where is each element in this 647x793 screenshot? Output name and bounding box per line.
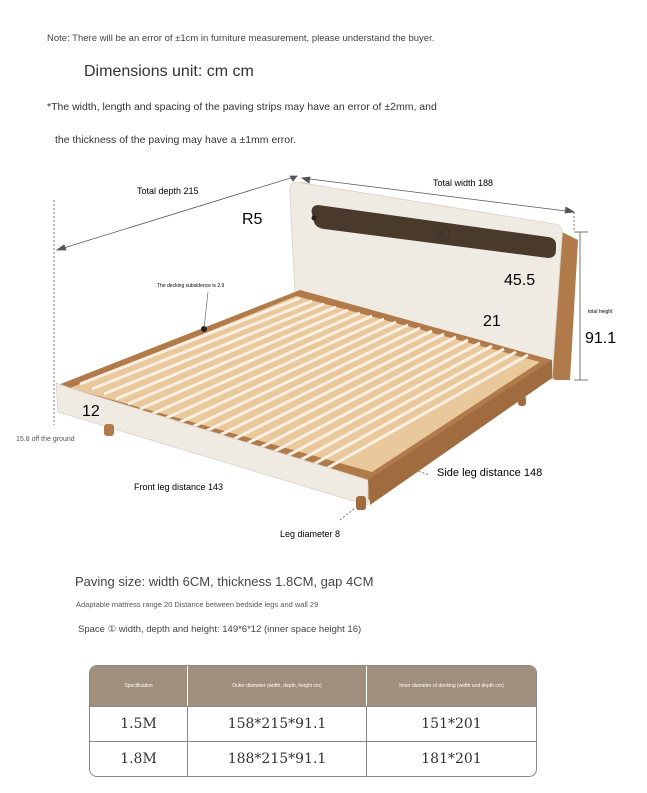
error-note-line-1: *The width, length and spacing of the paving strips may have an error of ±2mm, and bbox=[47, 101, 437, 113]
error-note-line-2: the thickness of the paving may have a ±1mm error. bbox=[55, 134, 296, 146]
front-right-leg bbox=[356, 496, 366, 510]
front-leg-distance-label: Front leg distance 143 bbox=[134, 482, 224, 492]
ground-clearance-label: 15.8 off the ground bbox=[16, 436, 75, 443]
table-header: Outer diameter (width, depth, height cm) bbox=[188, 666, 367, 706]
dimensions-title: Dimensions unit: cm cm bbox=[84, 63, 254, 80]
table-header: Inner diameter of decking (width and depth cm) bbox=[367, 666, 536, 706]
table-cell: 151*201 bbox=[367, 706, 536, 741]
leg-diameter-guide bbox=[340, 508, 355, 520]
total-width-label: Total width 188 bbox=[433, 178, 494, 188]
radius-label: R5 bbox=[242, 211, 263, 228]
back-right-leg bbox=[518, 396, 526, 406]
gap-height-label: 21 bbox=[483, 313, 501, 330]
table-cell: 188*215*91.1 bbox=[188, 741, 367, 776]
total-depth-label: Total depth 215 bbox=[137, 186, 199, 196]
depth-arrow-left bbox=[57, 245, 66, 250]
table-header: Specification bbox=[90, 666, 188, 706]
frame-height-label: 12 bbox=[82, 403, 100, 420]
spec-table bbox=[89, 665, 537, 777]
table-row bbox=[90, 706, 536, 741]
front-left-leg bbox=[104, 424, 114, 436]
table-cell: 1.8M bbox=[90, 741, 188, 776]
table-cell: 1.5M bbox=[90, 706, 188, 741]
total-height-value: 91.1 bbox=[585, 330, 617, 347]
mattress-range: Adaptable mattress range 20 Distance between bedside legs and wall 29 bbox=[76, 600, 319, 609]
side-leg-distance-label: Side leg distance 148 bbox=[437, 467, 543, 479]
space-dimensions: Space ① width, depth and height: 149*6*12 (inner space height 16) bbox=[78, 624, 362, 635]
bed-dimension-diagram bbox=[0, 160, 647, 550]
headboard-height-label: 45.5 bbox=[504, 272, 536, 289]
leg-diameter-label: Leg diameter 8 bbox=[280, 529, 341, 539]
decking-subsidence-label: The decking subsidence is 2.9 bbox=[157, 283, 225, 289]
width-arrow-left bbox=[302, 177, 310, 183]
depth-arrow-right bbox=[290, 176, 297, 181]
table-cell: 181*201 bbox=[367, 741, 536, 776]
total-height-caption: total height bbox=[588, 309, 613, 315]
table-row bbox=[90, 741, 536, 776]
slot-marker-label: ① bbox=[436, 230, 445, 241]
radius-marker-dot bbox=[312, 216, 317, 221]
measurement-note: Note: There will be an error of ±1cm in furniture measurement, please understand the buyer. bbox=[47, 33, 435, 44]
width-arrow-right bbox=[565, 207, 574, 213]
table-cell: 158*215*91.1 bbox=[188, 706, 367, 741]
table-header-row bbox=[90, 666, 536, 706]
paving-size: Paving size: width 6CM, thickness 1.8CM, gap 4CM bbox=[75, 574, 374, 589]
